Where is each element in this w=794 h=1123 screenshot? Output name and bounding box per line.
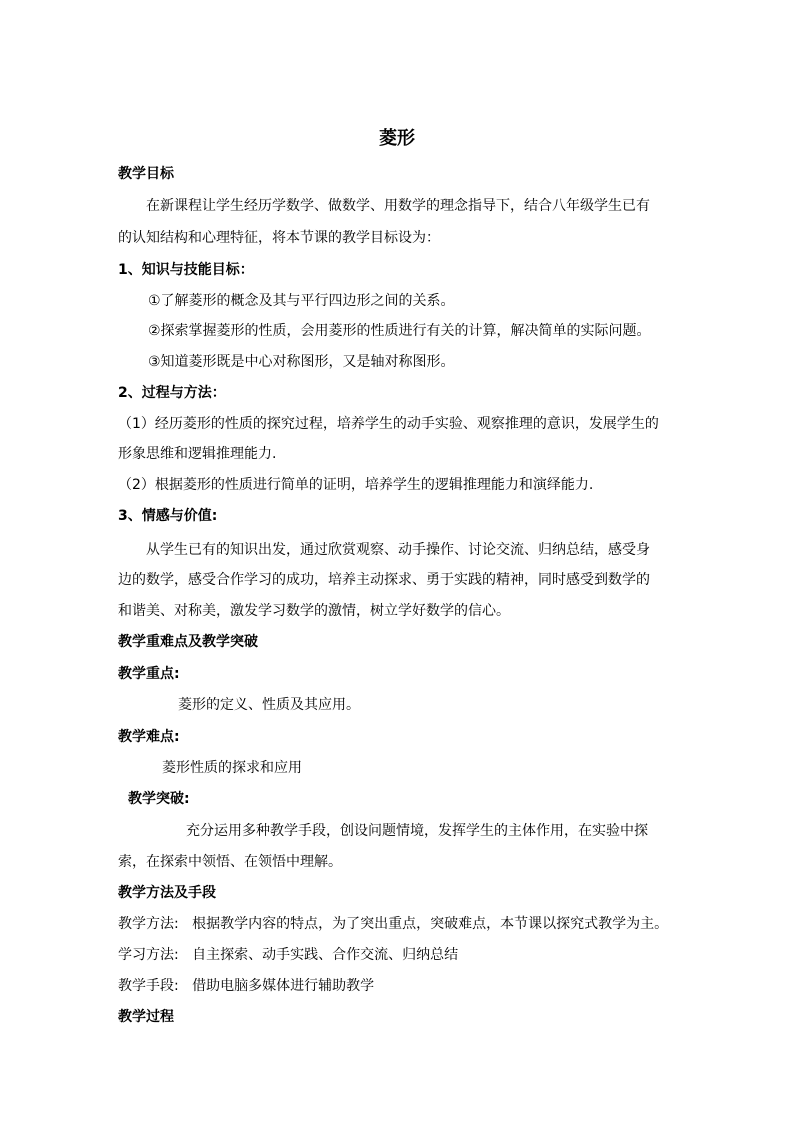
process-title: 教学过程 bbox=[118, 1009, 174, 1025]
emotion-line-2: 边的数学，感受合作学习的成功，培养主动探求、勇于实践的精神，同时感受到数学的 bbox=[118, 572, 650, 588]
methods-heading: 教学方法及手段 bbox=[118, 885, 216, 901]
teaching-method: 教学方法: 根据教学内容的特点，为了突出重点，突破难点，本节课以探究式教学为主。 bbox=[118, 916, 669, 932]
focus-text: 菱形的定义、性质及其应用。 bbox=[178, 697, 360, 713]
process-line-2: （2）根据菱形的性质进行简单的证明，培养学生的逻辑推理能力和演绎能力. bbox=[118, 477, 594, 493]
emotion-line-3: 和谐美、对称美，激发学习数学的激情，树立学好数学的信心。 bbox=[118, 603, 510, 619]
difficulty-heading: 教学难点: bbox=[118, 729, 180, 745]
emotion-line-1: 从学生已有的知识出发，通过欣赏观察、动手操作、讨论交流、归纳总结，感受身 bbox=[146, 542, 650, 558]
knowledge-item: ①了解菱形的概念及其与平行四边形之间的关系。 bbox=[148, 293, 455, 309]
focus-heading: 教学重点: bbox=[118, 666, 180, 682]
emotion-heading: 3、情感与价值: bbox=[118, 508, 218, 524]
breakthrough-line-2: 索，在探索中领悟、在领悟中理解。 bbox=[118, 854, 342, 870]
process-line-1b: 形象思维和逻辑推理能力. bbox=[118, 446, 277, 462]
breakthrough-line-1: 充分运用多种教学手段，创设问题情境，发挥学生的主体作用，在实验中探 bbox=[186, 823, 648, 839]
goals-heading: 教学目标 bbox=[118, 166, 174, 182]
goals-intro-line-1: 在新课程让学生经历学数学、做数学、用数学的理念指导下，结合八年级学生已有 bbox=[146, 198, 650, 214]
page-title: 菱形 bbox=[379, 128, 415, 149]
knowledge-item: ③知道菱形既是中心对称图形，又是轴对称图形。 bbox=[148, 354, 455, 370]
process-heading: 2、过程与方法： bbox=[118, 385, 226, 401]
knowledge-item: ②探索掌握菱形的性质，会用菱形的性质进行有关的计算，解决简单的实际问题。 bbox=[148, 323, 651, 339]
process-line-1a: （1）经历菱形的性质的探究过程，培养学生的动手实验、观察推理的意识，发展学生的 bbox=[118, 416, 659, 432]
learning-method: 学习方法: 自主探索、动手实践、合作交流、归纳总结 bbox=[118, 947, 459, 963]
breakthrough-heading: 教学突破: bbox=[128, 791, 190, 807]
difficulty-text: 菱形性质的探求和应用 bbox=[162, 760, 302, 776]
knowledge-heading: 1、知识与技能目标： bbox=[118, 262, 254, 278]
goals-intro-line-2: 的认知结构和心理特征，将本节课的教学目标设为： bbox=[118, 230, 440, 246]
key-points-heading: 教学重难点及教学突破 bbox=[118, 634, 258, 650]
teaching-means: 教学手段: 借助电脑多媒体进行辅助教学 bbox=[118, 978, 375, 994]
